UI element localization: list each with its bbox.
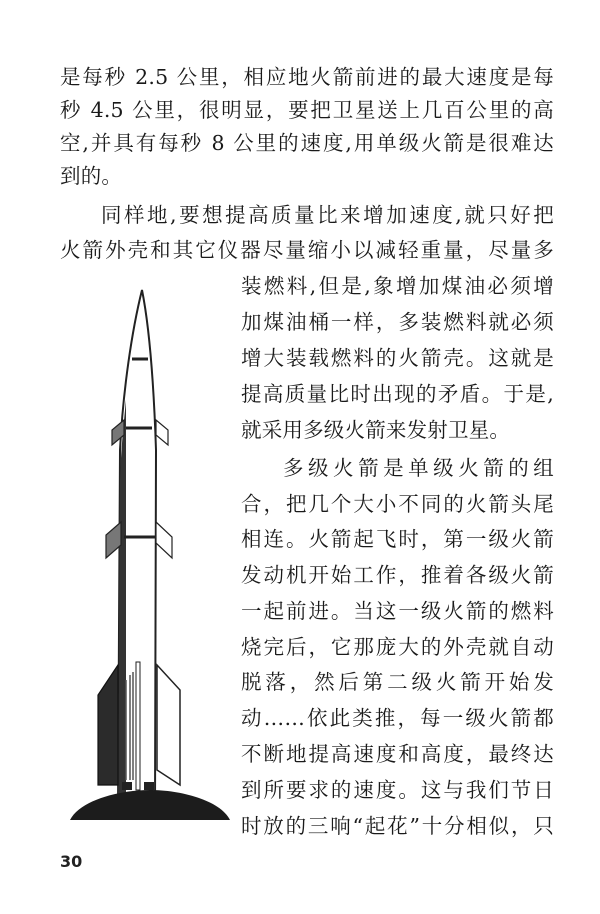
text-line: 时放的三响“起花”十分相似，只	[241, 814, 554, 838]
text-line: 就采用多级火箭来发射卫星。	[241, 418, 511, 442]
text-line: 火箭外壳和其它仪器尽量缩小以减轻重量，尽量多	[60, 238, 554, 262]
text-line: 到的。	[60, 164, 123, 188]
text-line: 到所要求的速度。这与我们节日	[241, 778, 554, 802]
page-number: 30	[60, 852, 83, 871]
text-line: 脱落，然后第二级火箭开始发	[241, 670, 554, 694]
text-line: 不断地提高速度和高度，最终达	[241, 742, 554, 766]
text-line: 多级火箭是单级火箭的组	[283, 456, 554, 480]
text-line: 空,并具有每秒 8 公里的速度,用单级火箭是很难达	[60, 131, 554, 155]
text-line: 提高质量比时出现的矛盾。于是,	[241, 382, 554, 406]
rocket-illustration-icon	[60, 280, 240, 830]
text-line: 动……依此类推，每一级火箭都	[241, 706, 554, 730]
text-line: 合，把几个大小不同的火箭头尾	[241, 492, 554, 516]
text-line: 加煤油桶一样，多装燃料就必须	[241, 310, 554, 334]
text-line: 装燃料,但是,象增加煤油必须增	[241, 274, 554, 298]
text-line: 相连。火箭起飞时，第一级火箭	[241, 527, 554, 551]
text-line: 是每秒 2.5 公里，相应地火箭前进的最大速度是每	[60, 65, 554, 89]
text-line: 发动机开始工作，推着各级火箭	[241, 563, 554, 587]
text-line: 秒 4.5 公里，很明显，要把卫星送上几百公里的高	[60, 98, 554, 122]
text-line: 一起前进。当这一级火箭的燃料	[241, 599, 554, 623]
text-line: 烧完后，它那庞大的外壳就自动	[241, 635, 554, 659]
text-line: 同样地,要想提高质量比来增加速度,就只好把	[101, 203, 554, 227]
text-line: 增大装载燃料的火箭壳。这就是	[241, 346, 554, 370]
